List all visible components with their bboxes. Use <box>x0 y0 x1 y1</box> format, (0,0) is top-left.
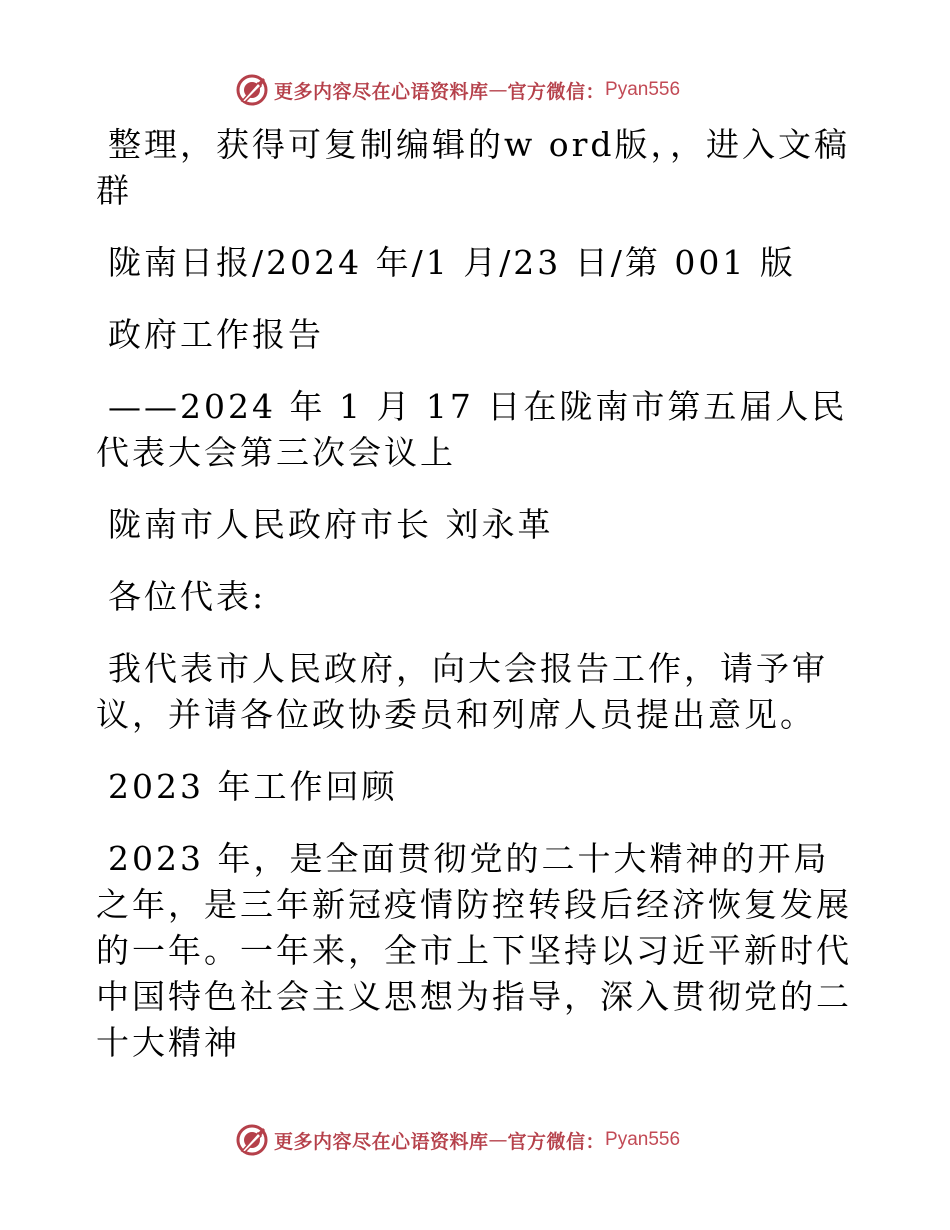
document-author: 陇南市人民政府市长 刘永革 <box>108 505 554 544</box>
footer-watermark-banner <box>236 1123 680 1157</box>
paragraph-intro: 我代表市人民政府，向大会报告工作，请予审议，并请各位政协委员和列席人员提出意见。 <box>96 649 828 734</box>
document-subtitle: ——2024 年 1 月 17 日在陇南市第五届人民代表大会第三次会议上 <box>96 387 848 472</box>
banner-wechat-id: Pyan556 <box>605 79 681 100</box>
banner-separator: — <box>488 79 508 101</box>
document-body <box>96 122 856 1066</box>
banner-wechat-label: 官方微信： <box>507 1130 606 1153</box>
paragraph-salutation: 各位代表: <box>108 577 267 616</box>
banner-main-text: 更多内容尽在心语资料库 <box>274 80 489 103</box>
paragraph-review: 2023 年，是全面贯彻党的二十大精神的开局之年，是三年新冠疫情防控转段后经济恢复发展的一年。一年来，全市上下坚持以习近平新时代中国特色社会主义思想为指导，深入贯彻党的二十大精神 <box>96 839 852 1062</box>
document-title: 政府工作报告 <box>108 315 324 354</box>
banner-wechat-id: Pyan556 <box>605 1129 681 1150</box>
banner-separator: — <box>488 1129 508 1151</box>
pen-logo-icon <box>236 74 268 106</box>
banner-wechat-label: 官方微信： <box>507 80 606 103</box>
pen-logo-icon <box>236 1124 268 1156</box>
paragraph-source-line: 陇南日报/2024 年/1 月/23 日/第 001 版 <box>108 243 796 282</box>
paragraph-notice: 整理，获得可复制编辑的w ord版，，进入文稿群 <box>96 125 851 210</box>
section-heading: 2023 年工作回顾 <box>108 767 398 806</box>
banner-main-text: 更多内容尽在心语资料库 <box>274 1130 489 1153</box>
header-watermark-banner <box>236 73 680 107</box>
